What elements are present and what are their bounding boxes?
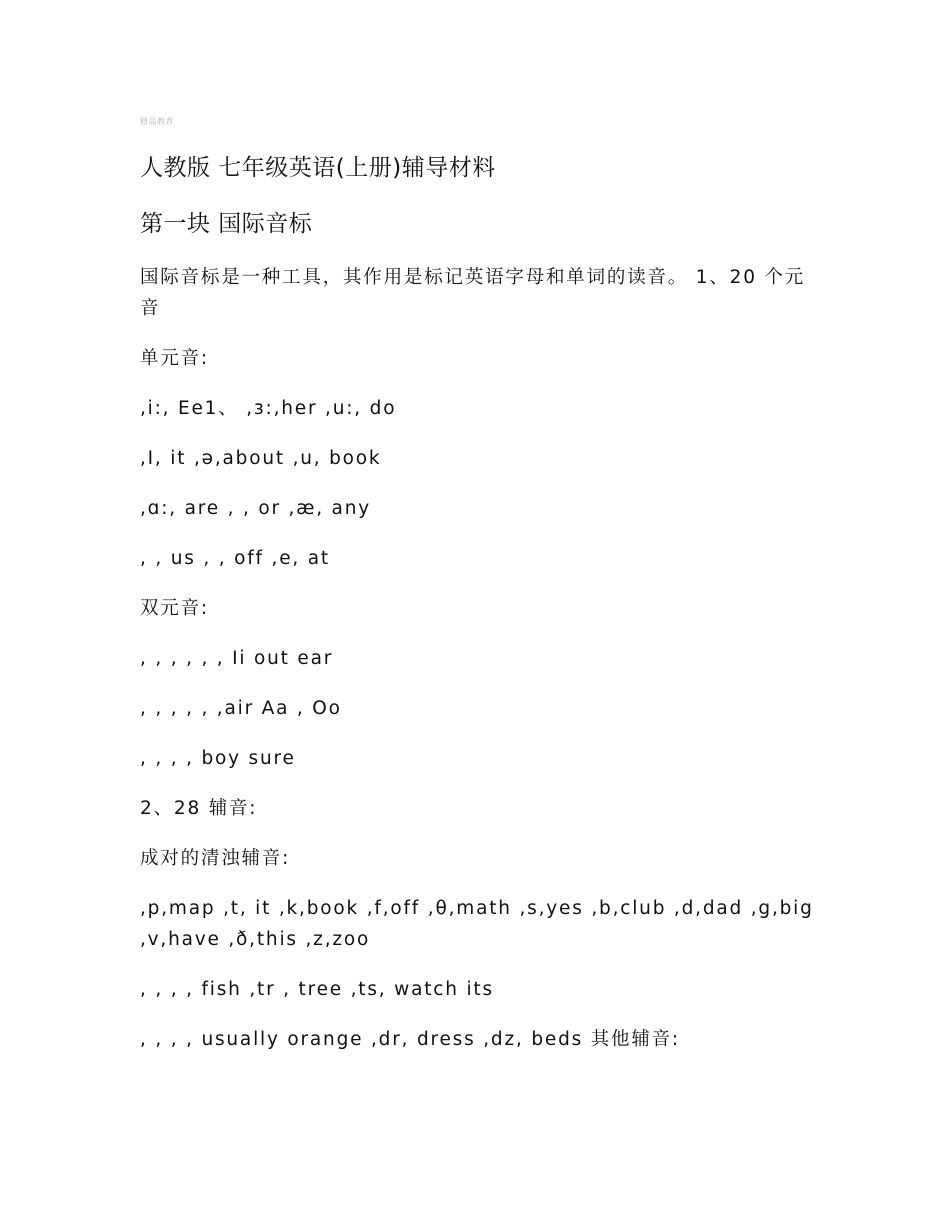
paragraph-vowel-row-1: ,i:, Ee1、 ,ɜ:,her ,u:, do — [140, 398, 397, 419]
paragraph-vowel-row-3: ,ɑ:, are , , or ,æ, any — [140, 498, 371, 519]
section-heading: 第一块 国际音标 — [140, 211, 313, 237]
paragraph-consonant-row-2: , , , , fish ,tr , tree ,ts, watch its — [140, 979, 494, 1000]
watermark: 精品教育 — [140, 117, 174, 126]
paragraph-diphthong-row-1: , , , , , , Ii out ear — [140, 648, 334, 669]
paragraph-vowel-row-4: , , us , , off ,e, at — [140, 548, 330, 569]
paragraph-consonant-row-3: , , , , usually orange ,dr, dress ,dz, beds 其他辅音: — [140, 1029, 680, 1050]
document-body — [140, 150, 820, 1055]
paragraph-vowel-row-2: ,I, it ,ə,about ,u, book — [140, 448, 382, 469]
paragraph-diphthong-row-2: , , , , , ,air Aa , Oo — [140, 698, 342, 719]
paragraph-intro: 国际音标是一种工具，其作用是标记英语字母和单词的读音。 1、20 个元音 — [140, 267, 806, 319]
paragraph-paired-consonant-label: 成对的清浊辅音: — [140, 848, 291, 869]
paragraph-diphthong-row-3: , , , , boy sure — [140, 748, 296, 769]
document-title: 人教版 七年级英语(上册)辅导材料 — [140, 155, 496, 181]
paragraph-consonant-label: 2、28 辅音: — [140, 798, 258, 819]
paragraph-consonant-row-1: ,p,map ,t, it ,k,book ,f,off ,θ,math ,s,yes ,b,club ,d,dad ,g,big ,v,have ,ð,this ,z,zoo — [140, 898, 814, 950]
paragraph-diphthong-label: 双元音: — [140, 598, 209, 619]
paragraph-monophthong-label: 单元音: — [140, 348, 209, 369]
